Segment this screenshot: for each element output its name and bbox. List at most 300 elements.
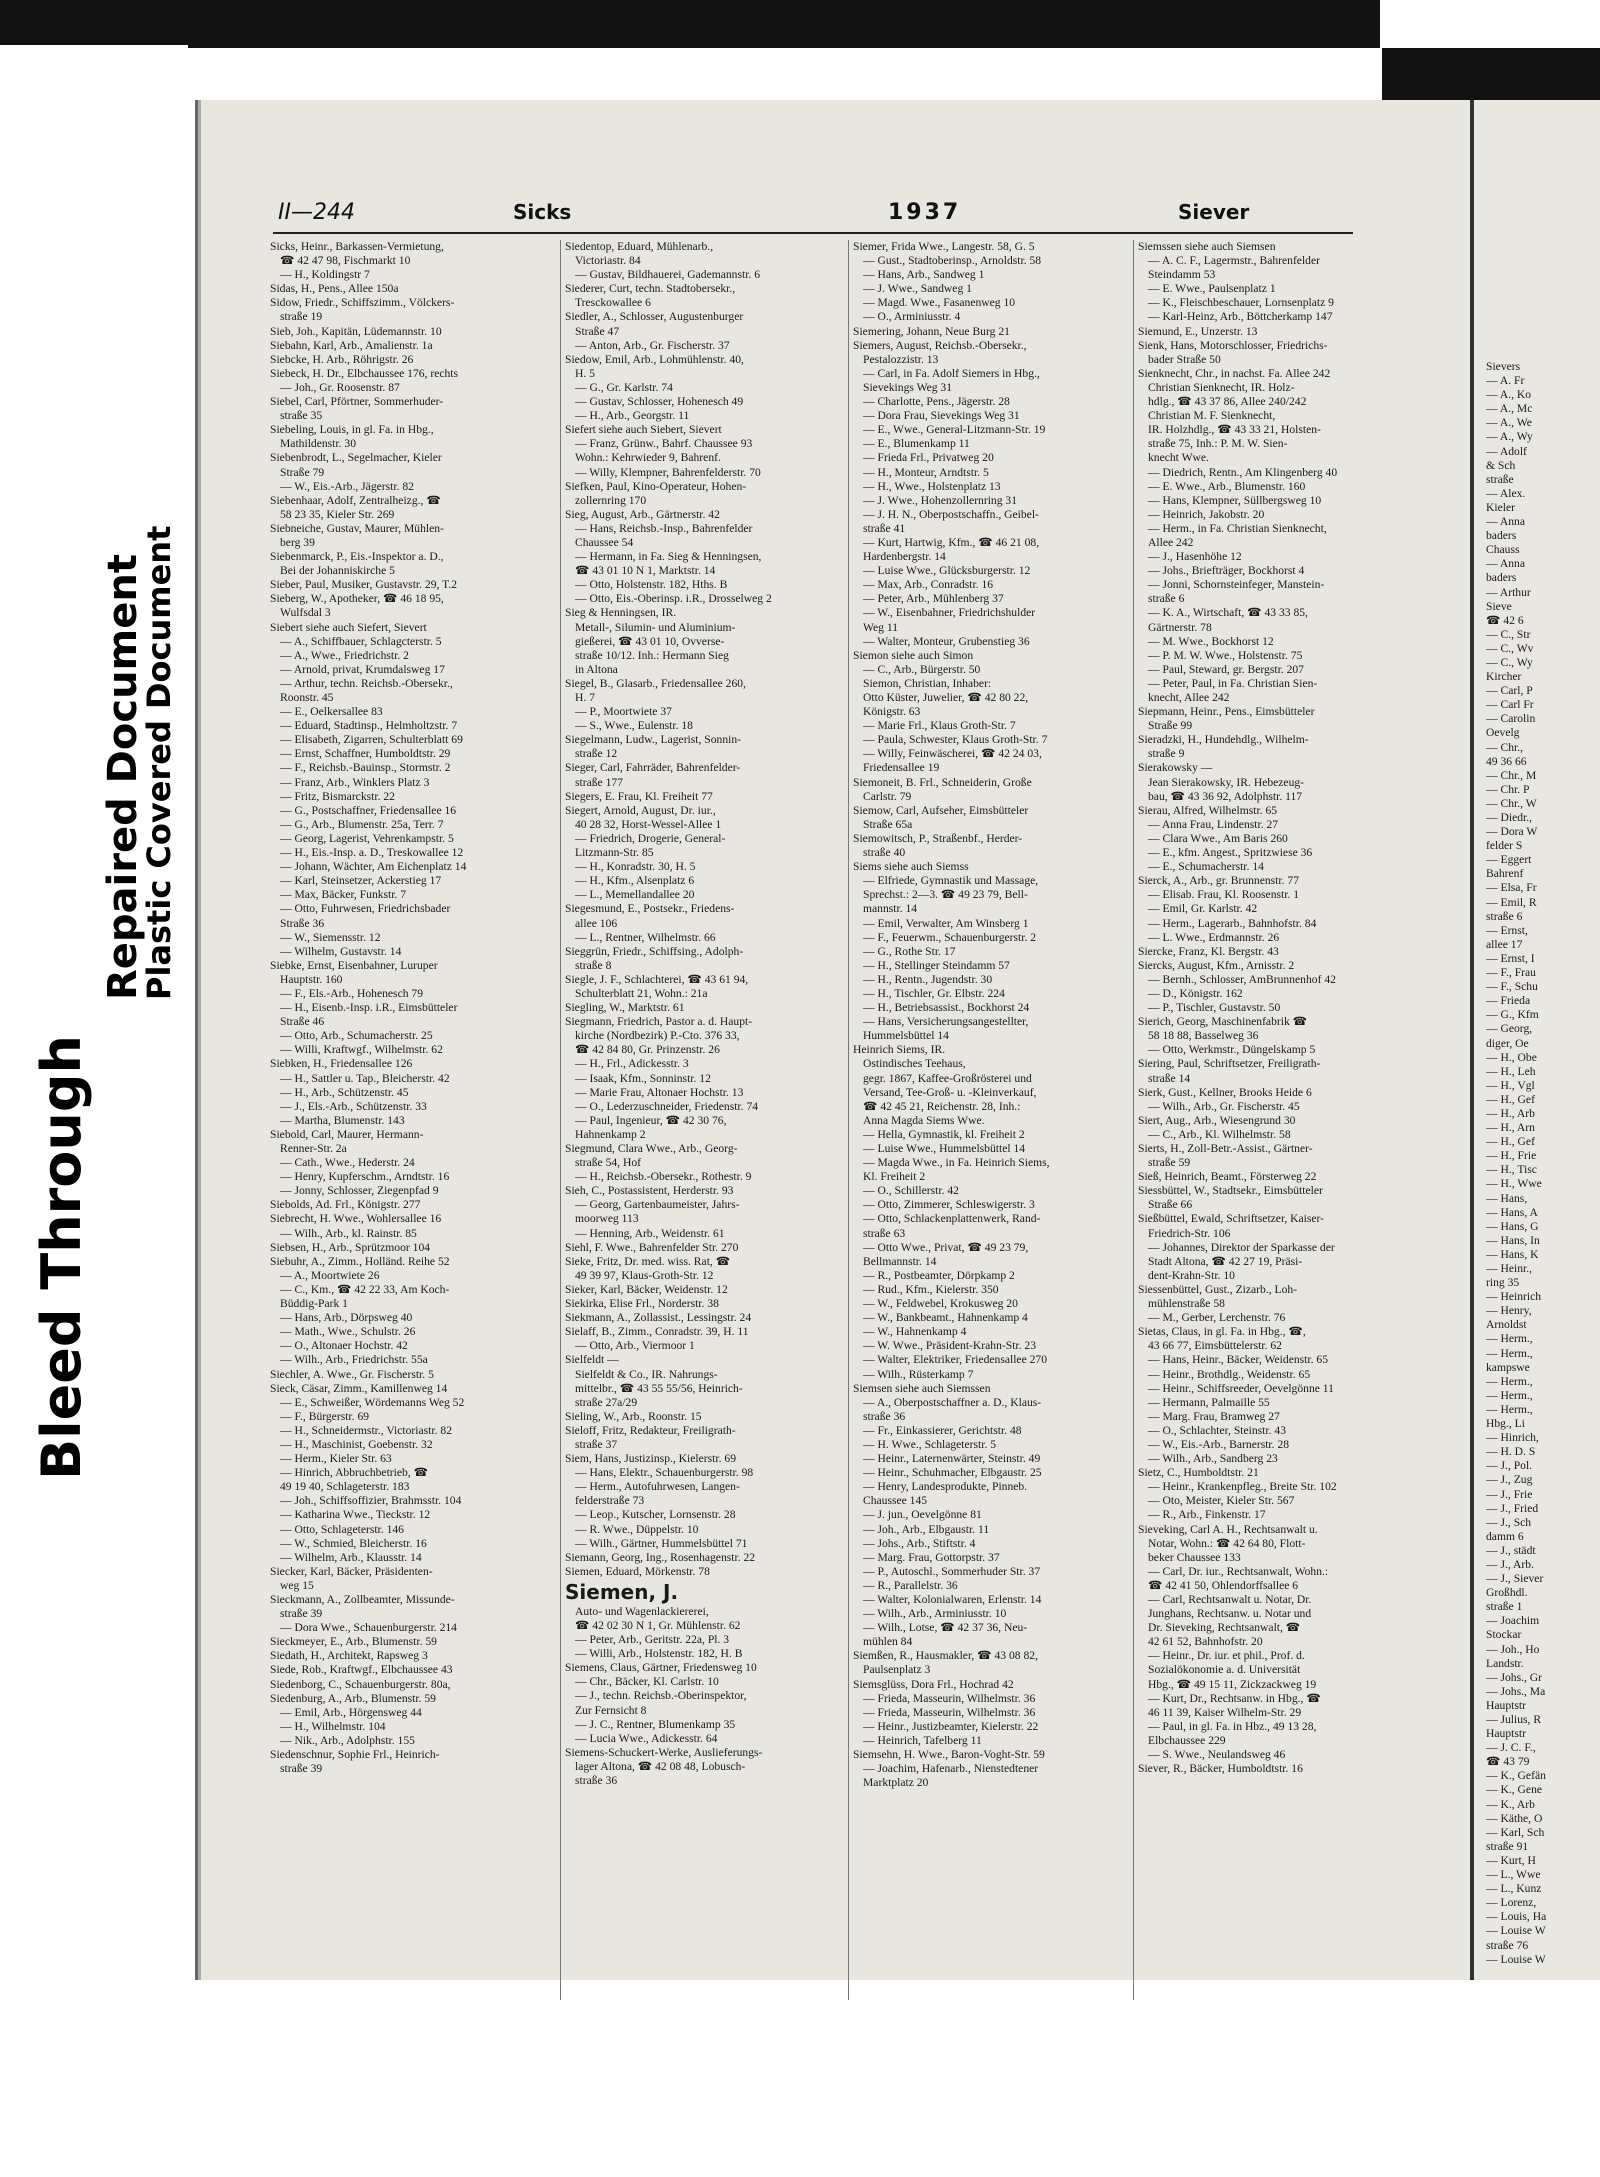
directory-entry-line: Paulsenplatz 3 bbox=[863, 1663, 931, 1677]
directory-entry-line: — Paula, Schwester, Klaus Groth-Str. 7 bbox=[863, 733, 1048, 747]
next-page-entry-line: Kircher bbox=[1486, 670, 1522, 684]
next-page-entry-line: straße 91 bbox=[1486, 1839, 1529, 1853]
next-page-entry-line: — Käthe, O bbox=[1486, 1811, 1543, 1825]
directory-entry-line: ☎ 42 02 30 N 1, Gr. Mühlenstr. 62 bbox=[575, 1619, 741, 1632]
directory-entry-line: — Luise Wwe., Glücksburgerstr. 12 bbox=[863, 564, 1031, 578]
next-page-entry-line: — Adolf bbox=[1486, 444, 1527, 458]
directory-entry-line: — Anton, Arb., Gr. Fischerstr. 37 bbox=[575, 338, 730, 352]
directory-entry-line: Sielfeldt — bbox=[565, 1353, 619, 1367]
directory-entry-line: berg 39 bbox=[280, 535, 315, 549]
directory-entry-line: — H., Frl., Adickesstr. 3 bbox=[575, 1057, 689, 1071]
directory-page bbox=[195, 100, 1473, 1980]
directory-entry-line: — Nik., Arb., Adolphstr. 155 bbox=[280, 1733, 415, 1747]
directory-entry-line: Siemens-Schuckert-Werke, Auslieferungs- bbox=[565, 1745, 763, 1759]
next-page-entry-line: diger, Oe bbox=[1486, 1036, 1529, 1050]
directory-entry-line: — H., Schneidermstr., Victoriastr. 82 bbox=[280, 1423, 453, 1437]
directory-entry-line: — W. Wwe., Präsident-Krahn-Str. 23 bbox=[863, 1339, 1037, 1353]
next-page-entry-line: — Chr., W bbox=[1486, 796, 1537, 810]
directory-entry-line: ☎ 42 84 80, Gr. Prinzenstr. 26 bbox=[575, 1043, 720, 1057]
directory-entry-line: — Paul, Ingenieur, ☎ 42 30 76, bbox=[575, 1113, 727, 1127]
directory-entry-line: Siemon, Christian, Inhaber: bbox=[863, 676, 992, 690]
directory-entry-line: Sozialökonomie a. d. Universität bbox=[1148, 1663, 1301, 1677]
next-page-entry-line: — J., Zug bbox=[1486, 1473, 1533, 1487]
next-page-entry-line: Sievers bbox=[1486, 360, 1521, 373]
directory-entry-line: 42 61 52, Bahnhofstr. 20 bbox=[1148, 1635, 1263, 1649]
directory-entry-line: Gärtnerstr. 78 bbox=[1148, 620, 1212, 634]
directory-entry-line: H. 5 bbox=[575, 366, 595, 380]
directory-entry-line: — Otto, Arb., Schumacherstr. 25 bbox=[280, 1029, 433, 1043]
directory-entry-line: — P., Autoschl., Sommerhuder Str. 37 bbox=[863, 1564, 1041, 1578]
directory-entry-line: — Frieda, Masseurin, Wilhelmstr. 36 bbox=[863, 1691, 1036, 1705]
directory-entry-line: — J. jun., Oevelgönne 81 bbox=[863, 1508, 982, 1522]
directory-entry-line: — Max, Bäcker, Funkstr. 7 bbox=[280, 888, 407, 902]
directory-entry-line: — H., Stellinger Steindamm 57 bbox=[863, 958, 1010, 972]
directory-entry-line: Steindamm 53 bbox=[1148, 268, 1216, 282]
directory-entry-line: Sieggrün, Friedr., Schiffsing., Adolph- bbox=[565, 944, 744, 958]
directory-entry-line: — O., Altonaer Hochstr. 42 bbox=[280, 1339, 408, 1353]
directory-entry-line: Siederer, Curt, techn. Stadtobersekr., bbox=[565, 282, 736, 296]
directory-entry-line: Siedath, H., Architekt, Rapsweg 3 bbox=[270, 1649, 428, 1663]
scan-border-top-left bbox=[0, 0, 1380, 48]
directory-entry-line: H. 7 bbox=[575, 691, 595, 704]
directory-entry-line: Sierich, Georg, Maschinenfabrik ☎ bbox=[1138, 1015, 1308, 1029]
directory-entry-line: — S. Wwe., Neulandsweg 46 bbox=[1148, 1748, 1286, 1762]
directory-entry-line: Sieker, Karl, Bäcker, Weidenstr. 12 bbox=[565, 1282, 728, 1296]
directory-entry-line: Mathildenstr. 30 bbox=[280, 437, 356, 451]
directory-entry-line: — Peter, Arb., Mühlenberg 37 bbox=[863, 592, 1004, 606]
next-page-entry-line: — H. D. S bbox=[1486, 1445, 1536, 1459]
directory-entry-line: — Henning, Arb., Weidenstr. 61 bbox=[575, 1226, 725, 1240]
next-page-entry-line: — Heinr., bbox=[1486, 1262, 1533, 1275]
directory-entry-line: — Heinr., Dr. iur. et phil., Prof. d. bbox=[1148, 1649, 1305, 1663]
directory-entry-line: — Otto, Holstenstr. 182, Hths. B bbox=[575, 578, 728, 592]
directory-entry-line: knecht, Allee 242 bbox=[1148, 691, 1230, 704]
directory-entry-line: Siessbüttel, W., Stadtsekr., Eimsbütteler bbox=[1138, 1184, 1323, 1198]
directory-entry-line: Sießbüttel, Ewald, Schriftsetzer, Kaiser- bbox=[1138, 1212, 1325, 1226]
next-page-entry-line: — Lorenz, bbox=[1486, 1896, 1537, 1910]
directory-entry-line: Notar, Wohn.: ☎ 42 64 80, Flott- bbox=[1148, 1536, 1306, 1550]
next-page-entry-line: — Herm., bbox=[1486, 1374, 1533, 1388]
directory-entry-line: Heinrich Siems, IR. bbox=[853, 1043, 946, 1057]
label-strip bbox=[0, 45, 188, 1977]
directory-entry-line: — Wilh., Arb., Sandberg 23 bbox=[1148, 1452, 1278, 1466]
next-page-entry-line: — Julius, R bbox=[1486, 1713, 1542, 1726]
directory-entry-line: Sieling, W., Arb., Roonstr. 15 bbox=[565, 1409, 702, 1423]
directory-entry-line: — A., Oberpostschaffner a. D., Klaus- bbox=[863, 1395, 1042, 1409]
next-page-entry-line: — Alex. bbox=[1486, 486, 1526, 500]
directory-entry-line: gießerei, ☎ 43 01 10, Ovverse- bbox=[575, 634, 725, 648]
directory-entry-line: — Math., Wwe., Schulstr. 26 bbox=[280, 1325, 416, 1339]
directory-entry-line: Auto- und Wagenlackiererei, bbox=[575, 1604, 709, 1618]
next-page-entry-line: — L., Kunz bbox=[1486, 1882, 1542, 1896]
directory-entry-line: — Joachim, Hafenarb., Nienstedtener bbox=[863, 1762, 1039, 1776]
directory-entry-line: — Oto, Meister, Kieler Str. 567 bbox=[1148, 1494, 1295, 1508]
directory-entry-line: — O., Schlachter, Steinstr. 43 bbox=[1148, 1423, 1286, 1437]
directory-entry-line: Versand, Tee-Groß- u. -Kleinverkauf, bbox=[863, 1085, 1037, 1099]
directory-entry-line: Sieck, Cäsar, Zimm., Kamillenweg 14 bbox=[270, 1381, 448, 1395]
directory-entry-line: — Peter, Paul, in Fa. Christian Sien- bbox=[1148, 676, 1318, 690]
directory-entry-line: — O., Schillerstr. 42 bbox=[863, 1184, 959, 1198]
directory-entry-line: — M. Wwe., Bockhorst 12 bbox=[1148, 634, 1274, 648]
directory-entry-line: Sprechst.: 2—3. ☎ 49 23 79, Bell- bbox=[863, 888, 1028, 902]
directory-entry-line: — Hans, Arb., Sandweg 1 bbox=[863, 268, 985, 282]
next-page-entry-line: — K., Gefän bbox=[1486, 1769, 1546, 1783]
next-page-entry-line: — Hans, A bbox=[1486, 1205, 1538, 1219]
directory-entry-line: — H., Koldingstr 7 bbox=[280, 268, 370, 282]
next-page-entry-line: Großhdl. bbox=[1486, 1586, 1528, 1600]
year-heading: 1937 bbox=[888, 200, 962, 225]
next-page-entry-line: — C., Wv bbox=[1486, 641, 1534, 655]
directory-entry-line: — F., Reichsb.-Bauinsp., Stormstr. 2 bbox=[280, 761, 451, 775]
next-page-entry-line: straße bbox=[1486, 472, 1514, 486]
directory-entry-line: Otto Küster, Juwelier, ☎ 42 80 22, bbox=[863, 691, 1029, 704]
directory-entry-line: — R., Arb., Finkenstr. 17 bbox=[1148, 1508, 1266, 1522]
directory-entry-line: Siemsglüss, Dora Frl., Hochrad 42 bbox=[853, 1677, 1014, 1691]
directory-entry-line: kirche (Nordbezirk) P.-Cto. 376 33, bbox=[575, 1029, 740, 1043]
directory-entry-line: — Anna Frau, Lindenstr. 27 bbox=[1148, 817, 1279, 831]
directory-entry-line: — Marg. Frau, Gottorpstr. 37 bbox=[863, 1550, 1000, 1564]
directory-entry-line: — Joh., Schiffsoffizier, Brahmsstr. 104 bbox=[280, 1494, 462, 1508]
directory-entry-line: straße 8 bbox=[575, 958, 612, 972]
directory-entry-line: straße 39 bbox=[280, 1762, 323, 1776]
directory-entry-line: Siegling, W., Marktstr. 61 bbox=[565, 1001, 685, 1015]
column-3 bbox=[848, 240, 1135, 2000]
next-page-entry-line: allee 17 bbox=[1486, 937, 1523, 951]
directory-entry-line: — Clara Wwe., Am Baris 260 bbox=[1148, 831, 1288, 845]
directory-entry-line: 46 11 39, Kaiser Wilhelm-Str. 29 bbox=[1148, 1705, 1302, 1719]
directory-entry-line: — J. H. N., Oberpostschaffn., Geibel- bbox=[863, 507, 1039, 521]
repaired-document-label: Repaired Document bbox=[100, 554, 146, 1000]
directory-entry-line: — Diedrich, Rentn., Am Klingenberg 40 bbox=[1148, 465, 1338, 479]
last-entry-heading: Siever bbox=[1178, 200, 1250, 224]
next-page-entry-line: — Georg, bbox=[1486, 1022, 1533, 1036]
next-page-entry-line: — C., Str bbox=[1486, 627, 1531, 641]
directory-entry-line: Siercks, August, Kfm., Arnisstr. 2 bbox=[1138, 958, 1295, 972]
directory-entry-line: Siemering, Johann, Neue Burg 21 bbox=[853, 324, 1010, 338]
directory-entry-line: — Heinr., Schiffsreeder, Oevelgönne 11 bbox=[1148, 1381, 1334, 1395]
directory-entry-line: Siebke, Ernst, Eisenbahner, Luruper bbox=[270, 958, 438, 972]
directory-entry-line: — Chr., Bäcker, Kl. Carlstr. 10 bbox=[575, 1675, 719, 1689]
directory-entry-line: Siebeling, Louis, in gl. Fa. in Hbg., bbox=[270, 423, 434, 437]
directory-entry-line: — H., Tischler, Gr. Elbstr. 224 bbox=[863, 986, 1005, 1000]
directory-entry-line: — Cath., Wwe., Hederstr. 24 bbox=[280, 1156, 415, 1170]
directory-entry-line: — Otto, Eis.-Oberinsp. i.R., Drosselweg 2 bbox=[575, 592, 772, 606]
directory-entry-line: bau, ☎ 43 36 92, Adolphstr. 117 bbox=[1148, 789, 1303, 803]
directory-entry-line: — H., Wilhelmstr. 104 bbox=[280, 1719, 386, 1733]
directory-entry-line: Sieckmeyer, E., Arb., Blumenstr. 59 bbox=[270, 1635, 437, 1649]
next-page-entry-line: — L., Wwe bbox=[1486, 1868, 1541, 1882]
directory-entry-line: — Elfriede, Gymnastik und Massage, bbox=[863, 874, 1039, 888]
directory-entry-line: Straße 99 bbox=[1148, 719, 1193, 733]
next-page-entry-line: — Johs., Gr bbox=[1486, 1670, 1543, 1684]
directory-entry-line: — E., Schweißer, Wördemanns Weg 52 bbox=[280, 1395, 465, 1409]
directory-entry-line: straße 63 bbox=[863, 1226, 906, 1240]
next-page-entry-line: — Hans, bbox=[1486, 1191, 1528, 1205]
directory-entry-line: — Elisabeth, Zigarren, Schulterblatt 69 bbox=[280, 733, 463, 747]
directory-entry-line: hdlg., ☎ 43 37 86, Allee 240/242 bbox=[1148, 395, 1307, 409]
directory-entry-line: Siegmund, Clara Wwe., Arb., Georg- bbox=[565, 1142, 738, 1155]
next-page-entry-line: straße 1 bbox=[1486, 1600, 1523, 1614]
directory-entry-line: Siepmann, Heinr., Pens., Eimsbütteler bbox=[1138, 705, 1315, 719]
directory-entry-line: Sieg, August, Arb., Gärtnerstr. 42 bbox=[565, 507, 720, 521]
directory-entry-line: ☎ 42 41 50, Ohlendorffsallee 6 bbox=[1148, 1578, 1299, 1592]
directory-entry-line: — Leop., Kutscher, Lornsenstr. 28 bbox=[575, 1508, 736, 1522]
directory-entry-line: Sieger, Carl, Fahrräder, Bahrenfelder- bbox=[565, 761, 741, 775]
next-page-entry-line: — Heinrich bbox=[1486, 1290, 1542, 1304]
directory-entry-line: beker Chaussee 133 bbox=[1148, 1550, 1241, 1564]
directory-entry-line: — Paul, in gl. Fa. in Hbz., 49 13 28, bbox=[1148, 1719, 1317, 1733]
directory-entry-line: Sieradzki, H., Hundehdlg., Wilhelm- bbox=[1138, 733, 1309, 747]
next-page-entry-line: — Anna bbox=[1486, 515, 1525, 529]
next-page-entry-line: — Frieda bbox=[1486, 994, 1531, 1008]
directory-entry-line: — E. Wwe., Arb., Blumenstr. 160 bbox=[1148, 479, 1306, 493]
directory-entry-line: — Joh., Gr. Roosenstr. 87 bbox=[280, 380, 400, 394]
directory-entry-line: — Marg. Frau, Bramweg 27 bbox=[1148, 1409, 1280, 1423]
directory-entry-line: — Wilh., Arb., kl. Rainstr. 85 bbox=[280, 1226, 417, 1240]
directory-entry-line: — Willy, Klempner, Bahrenfelderstr. 70 bbox=[575, 465, 761, 479]
directory-entry-line: — L., Memellandallee 20 bbox=[575, 888, 695, 902]
directory-entry-line: — Jonni, Schornsteinfeger, Manstein- bbox=[1148, 578, 1325, 592]
directory-entry-line: — Otto Wwe., Privat, ☎ 49 23 79, bbox=[863, 1240, 1029, 1254]
directory-entry-line: Siemund, E., Unzerstr. 13 bbox=[1138, 324, 1258, 338]
directory-entry-line: Sieg & Henningsen, IR. bbox=[565, 606, 677, 620]
directory-entry-line: — Elisab. Frau, Kl. Roosenstr. 1 bbox=[1148, 888, 1300, 902]
directory-entry-line: Wulfsdal 3 bbox=[280, 606, 331, 620]
next-page-entry-line: — Kurt, H bbox=[1486, 1853, 1536, 1867]
directory-entry-line: Siede, Rob., Kraftwgf., Elbchaussee 43 bbox=[270, 1663, 453, 1677]
directory-entry-line: straße 35 bbox=[280, 409, 323, 423]
directory-entry-line: — A. C. F., Lagermstr., Bahrenfelder bbox=[1148, 254, 1320, 268]
directory-entry-line: Friedrich-Str. 106 bbox=[1148, 1226, 1231, 1240]
directory-entry-line: Hahnenkamp 2 bbox=[575, 1127, 646, 1141]
directory-entry-line: Siert, Aug., Arb., Wiesengrund 30 bbox=[1138, 1113, 1296, 1127]
directory-entry-line: Siedenburg, A., Arb., Blumenstr. 59 bbox=[270, 1691, 436, 1705]
directory-entry-line: — Hans, Heinr., Bäcker, Weidenstr. 65 bbox=[1148, 1353, 1328, 1367]
directory-entry-line: — K. A., Wirtschaft, ☎ 43 33 85, bbox=[1148, 606, 1308, 620]
directory-entry-line: — H. Wwe., Schlageterstr. 5 bbox=[863, 1437, 997, 1451]
directory-entry-line: — Hans, Elektr., Schauenburgerstr. 98 bbox=[575, 1466, 754, 1480]
next-page-entry-line: — F., Schu bbox=[1486, 980, 1538, 994]
directory-entry-line: — E., Blumenkamp 11 bbox=[863, 437, 970, 451]
directory-entry-line: Straße 66 bbox=[1148, 1198, 1193, 1212]
directory-entry-line: — W., Eis.-Arb., Jägerstr. 82 bbox=[280, 479, 414, 493]
directory-entry-line: Chaussee 145 bbox=[863, 1494, 928, 1508]
directory-entry-line: straße 40 bbox=[863, 846, 906, 860]
directory-entry-line: — J., Hasenhöhe 12 bbox=[1148, 550, 1242, 564]
directory-entry-line: — G., Rothe Str. 17 bbox=[863, 944, 956, 958]
directory-entry-line: — Heinr., Schuhmacher, Elbgaustr. 25 bbox=[863, 1466, 1042, 1480]
directory-entry-line: Dr. Sieveking, Rechtsanwalt, ☎ bbox=[1148, 1621, 1301, 1635]
directory-entry-line: — J., techn. Reichsb.-Oberinspektor, bbox=[575, 1689, 747, 1703]
directory-entry-line: — Willy, Feinwäscherei, ☎ 42 24 03, bbox=[863, 747, 1042, 761]
next-page-entry-line: straße 76 bbox=[1486, 1938, 1529, 1952]
directory-entry-line: — Karl, Steinsetzer, Ackerstieg 17 bbox=[280, 874, 442, 888]
directory-entry-line: — W., Bankbeamt., Hahnenkamp 4 bbox=[863, 1311, 1028, 1325]
directory-entry-line: — D., Königstr. 162 bbox=[1148, 986, 1243, 1000]
directory-entry-line: straße 36 bbox=[863, 1409, 906, 1423]
directory-entry-line: Siedler, A., Schlosser, Augustenburger bbox=[565, 310, 744, 324]
directory-entry-line: — H., Reichsb.-Obersekr., Rothestr. 9 bbox=[575, 1170, 752, 1184]
directory-entry-line: gegr. 1867, Kaffee-Großrösterei und bbox=[863, 1071, 1032, 1085]
next-page-entry-line: Landstr. bbox=[1486, 1656, 1524, 1670]
next-page-entry-line: straße 6 bbox=[1486, 909, 1523, 923]
directory-entry-line: Siebsen, H., Arb., Sprützmoor 104 bbox=[270, 1240, 431, 1254]
directory-entry-line: Siever, R., Bäcker, Humboldtstr. 16 bbox=[1138, 1762, 1303, 1776]
directory-entry-line: — Rud., Kfm., Kielerstr. 350 bbox=[863, 1282, 999, 1296]
directory-entry-line: mühlen 84 bbox=[863, 1635, 913, 1649]
next-page-entry-line: Hauptstr bbox=[1486, 1698, 1526, 1712]
directory-entry-line: Siessenbüttel, Gust., Zizarb., Loh- bbox=[1138, 1282, 1298, 1296]
directory-entry-line: Hbg., ☎ 49 15 11, Zickzackweg 19 bbox=[1148, 1677, 1317, 1691]
directory-entry-line: — Henry, Landesprodukte, Pinneb. bbox=[863, 1480, 1028, 1494]
directory-entry-line: straße 59 bbox=[1148, 1156, 1191, 1170]
directory-entry-line: — Arnold, privat, Krumdalsweg 17 bbox=[280, 662, 445, 676]
next-page-entry-line: — H., Arn bbox=[1486, 1121, 1535, 1135]
directory-entry-line: — J., Els.-Arb., Schützenstr. 33 bbox=[280, 1099, 427, 1113]
directory-entry-line: — G., Postschaffner, Friedensallee 16 bbox=[280, 803, 457, 817]
next-page-entry-line: baders bbox=[1486, 571, 1517, 585]
next-page-entry-line: — H., Leh bbox=[1486, 1064, 1536, 1078]
next-page-entry-line: — K., Gene bbox=[1486, 1783, 1543, 1797]
directory-entry-line: Siebolds, Ad. Frl., Königstr. 277 bbox=[270, 1198, 421, 1212]
directory-entry-line: straße 37 bbox=[575, 1437, 618, 1451]
directory-entry-line: — H., Eis.-Insp. a. D., Treskowallee 12 bbox=[280, 846, 464, 860]
directory-entry-line: Sievekings Weg 31 bbox=[863, 380, 953, 394]
directory-entry-line: — H., Kfm., Alsenplatz 6 bbox=[575, 874, 695, 888]
directory-entry-line: — Joh., Arb., Elbgaustr. 11 bbox=[863, 1522, 990, 1536]
column-4 bbox=[1133, 240, 1420, 2000]
header-rule bbox=[273, 232, 1353, 234]
directory-entry-line: — Arthur, techn. Reichsb.-Obersekr., bbox=[280, 676, 453, 690]
directory-entry-line: — K., Fleischbeschauer, Lornsenplatz 9 bbox=[1148, 296, 1334, 310]
directory-entry-line: — Herm., Lagerarb., Bahnhofstr. 84 bbox=[1148, 916, 1317, 930]
directory-entry-line: Sieberg, W., Apotheker, ☎ 46 18 95, bbox=[270, 592, 444, 606]
next-page-entry-line: felder S bbox=[1486, 839, 1523, 853]
directory-entry-line: — Jonny, Schlosser, Ziegenpfad 9 bbox=[280, 1184, 439, 1198]
directory-entry-line: Siegmann, Friedrich, Pastor a. d. Haupt- bbox=[565, 1015, 753, 1029]
directory-entry-line: — Wilh., Arb., Arminiusstr. 10 bbox=[863, 1607, 1007, 1621]
directory-entry-line: mannstr. 14 bbox=[863, 902, 918, 916]
directory-entry-line: — F., Feuerwm., Schauenburgerstr. 2 bbox=[863, 930, 1037, 944]
directory-entry-line: straße 14 bbox=[1148, 1071, 1191, 1085]
directory-entry-line: — M., Gerber, Lerchenstr. 76 bbox=[1148, 1311, 1286, 1325]
next-page-entry-line: — J., Arb. bbox=[1486, 1557, 1534, 1571]
directory-entry-line: — Marie Frl., Klaus Groth-Str. 7 bbox=[863, 719, 1016, 733]
directory-entry-line: Sieh, C., Postassistent, Herderstr. 93 bbox=[565, 1184, 734, 1198]
directory-entry-line: — H., Betriebsassist., Bockhorst 24 bbox=[863, 1001, 1030, 1015]
next-page-entry-line: ☎ 43 79 bbox=[1486, 1755, 1530, 1769]
directory-entry-line: — Hermann, Palmaille 55 bbox=[1148, 1395, 1270, 1409]
directory-entry-line: — Walter, Elektriker, Friedensallee 270 bbox=[863, 1353, 1048, 1367]
directory-entry-line: — Gustav, Bildhauerei, Gademannstr. 6 bbox=[575, 268, 761, 282]
directory-entry-line: Siemoneit, B. Frl., Schneiderin, Große bbox=[853, 775, 1032, 789]
directory-entry-line: — Bernh., Schlosser, AmBrunnenhof 42 bbox=[1148, 972, 1336, 986]
directory-entry-line: Sienk, Hans, Motorschlosser, Friedrichs- bbox=[1138, 338, 1328, 352]
directory-entry-line: — Otto, Fuhrwesen, Friedrichsbader bbox=[280, 902, 451, 916]
next-page-entry-line: — J., städt bbox=[1486, 1543, 1536, 1557]
next-page-entry-line: Arnoldst bbox=[1486, 1318, 1527, 1332]
directory-entry-line: straße 6 bbox=[1148, 592, 1185, 606]
directory-entry-line: — H., Maschinist, Goebenstr. 32 bbox=[280, 1437, 433, 1451]
directory-entry-line: Bellmannstr. 14 bbox=[863, 1254, 937, 1268]
next-page-entry-line: — A., We bbox=[1486, 416, 1532, 430]
directory-entry-line: Siemow, Carl, Aufseher, Eimsbütteler bbox=[853, 803, 1029, 817]
directory-entry-line: Siedentop, Eduard, Mühlenarb., bbox=[565, 240, 714, 253]
directory-entry-line: — H., Wwe., Holstenplatz 13 bbox=[863, 479, 1001, 493]
directory-entry-line: 58 23 35, Kieler Str. 269 bbox=[280, 507, 395, 521]
directory-entry-line: — C., Arb., Bürgerstr. 50 bbox=[863, 662, 981, 676]
next-page-entry-line: — G., Kfm bbox=[1486, 1008, 1539, 1022]
directory-entry-line: — Carl, Dr. iur., Rechtsanwalt, Wohn.: bbox=[1148, 1564, 1329, 1578]
directory-entry-line: — Emil, Gr. Karlstr. 42 bbox=[1148, 902, 1258, 916]
directory-entry-line: — S., Wwe., Eulenstr. 18 bbox=[575, 719, 693, 733]
directory-entry-line: — F., Els.-Arb., Hohenesch 79 bbox=[280, 986, 424, 1000]
next-page-entry-line: — Carl Fr bbox=[1486, 698, 1534, 712]
next-page-entry-line: Hbg., Li bbox=[1486, 1417, 1525, 1431]
next-page-entry-line: — H., Wwe bbox=[1486, 1177, 1542, 1191]
directory-entry-line: — Eduard, Stadtinsp., Helmholtzstr. 7 bbox=[280, 719, 458, 733]
next-page-entry-line: ring 35 bbox=[1486, 1276, 1520, 1290]
directory-entry-line: Schulterblatt 21, Wohn.: 21a bbox=[575, 986, 708, 1000]
directory-entry-line: — Heinrich, Jakobstr. 20 bbox=[1148, 507, 1265, 521]
directory-entry-line: — Wilh., Gärtner, Hummelsbüttel 71 bbox=[575, 1536, 748, 1550]
next-page-entry-line: — Carl, P bbox=[1486, 684, 1533, 698]
directory-entry-line: Straße 36 bbox=[280, 916, 325, 930]
next-page-entry-line: Kieler bbox=[1486, 500, 1515, 514]
next-page-entry-line: Hauptstr bbox=[1486, 1727, 1526, 1741]
directory-entry-line: straße 41 bbox=[863, 521, 906, 535]
directory-entry-line: straße 36 bbox=[575, 1774, 618, 1788]
directory-entry-line: Sidow, Friedr., Schiffszimm., Völckers- bbox=[270, 296, 455, 310]
directory-entry-line: — H., Arb., Georgstr. 11 bbox=[575, 409, 690, 423]
directory-entry-line: Jean Sierakowsky, IR. Hebezeug- bbox=[1148, 775, 1305, 789]
directory-entry-line: straße 177 bbox=[575, 775, 623, 789]
directory-entry-line: Siebert siehe auch Siefert, Sievert bbox=[270, 620, 427, 634]
directory-entry-line: — Kurt, Hartwig, Kfm., ☎ 46 21 08, bbox=[863, 535, 1040, 549]
directory-entry-line: Siedenborg, C., Schauenburgerstr. 80a, bbox=[270, 1677, 451, 1691]
directory-entry-line: — Lucia Wwe., Adickesstr. 64 bbox=[575, 1731, 718, 1745]
next-page-entry-line: — Hans, In bbox=[1486, 1233, 1540, 1247]
directory-entry-line: Siebenbrodt, L., Segelmacher, Kieler bbox=[270, 451, 442, 465]
directory-entry-line: Sieke, Fritz, Dr. med. wiss. Rat, ☎ bbox=[565, 1254, 731, 1268]
directory-entry-line: — Heinr., Krankenpfleg., Breite Str. 102 bbox=[1148, 1480, 1337, 1494]
directory-entry-line: Siemens, Claus, Gärtner, Friedensweg 10 bbox=[565, 1661, 757, 1675]
directory-entry-line: — Johannes, Direktor der Sparkasse der bbox=[1148, 1240, 1335, 1254]
directory-entry-line: Siehl, F. Wwe., Bahrenfelder Str. 270 bbox=[565, 1240, 739, 1254]
directory-entry-line: straße 10/12. Inh.: Hermann Sieg bbox=[575, 648, 729, 662]
directory-entry-line: — Emil, Arb., Hörgensweg 44 bbox=[280, 1705, 422, 1719]
directory-entry-line: Allee 242 bbox=[1148, 535, 1194, 549]
directory-entry-line: Wohn.: Kehrwieder 9, Bahrenf. bbox=[575, 451, 721, 465]
next-page-entry-line: — Carolin bbox=[1486, 712, 1536, 726]
next-page-entry-line: — Herm., bbox=[1486, 1388, 1533, 1402]
directory-entry-line: — Walter, Monteur, Grubenstieg 36 bbox=[863, 634, 1030, 648]
directory-entry-line: Victoriastr. 84 bbox=[575, 254, 641, 268]
directory-entry-line: — Katharina Wwe., Tieckstr. 12 bbox=[280, 1508, 431, 1522]
directory-entry-line: — Paul, Steward, gr. Bergstr. 207 bbox=[1148, 662, 1304, 676]
next-page-entry-line: — J. C. F., bbox=[1486, 1741, 1536, 1755]
directory-entry-line: — E., Schumacherstr. 14 bbox=[1148, 860, 1264, 874]
directory-entry-line: — A., Schiffbauer, Schlagcterstr. 5 bbox=[280, 634, 442, 648]
directory-entry-line: Siemßen, R., Hausmakler, ☎ 43 08 82, bbox=[853, 1649, 1038, 1663]
directory-entry-line: ☎ 42 47 98, Fischmarkt 10 bbox=[280, 254, 411, 268]
directory-entry-line: Siemer, Frida Wwe., Langestr. 58, G. 5 bbox=[853, 240, 1035, 253]
directory-entry-line: Siefken, Paul, Kino-Operateur, Hohen- bbox=[565, 479, 747, 493]
directory-entry-line: — C., Km., ☎ 42 22 33, Am Koch- bbox=[280, 1282, 450, 1296]
directory-entry-line: Bei der Johanniskirche 5 bbox=[280, 564, 395, 578]
directory-entry-line: — R., Parallelstr. 36 bbox=[863, 1578, 958, 1592]
directory-entry-line: 58 18 88, Basselweg 36 bbox=[1148, 1029, 1259, 1043]
